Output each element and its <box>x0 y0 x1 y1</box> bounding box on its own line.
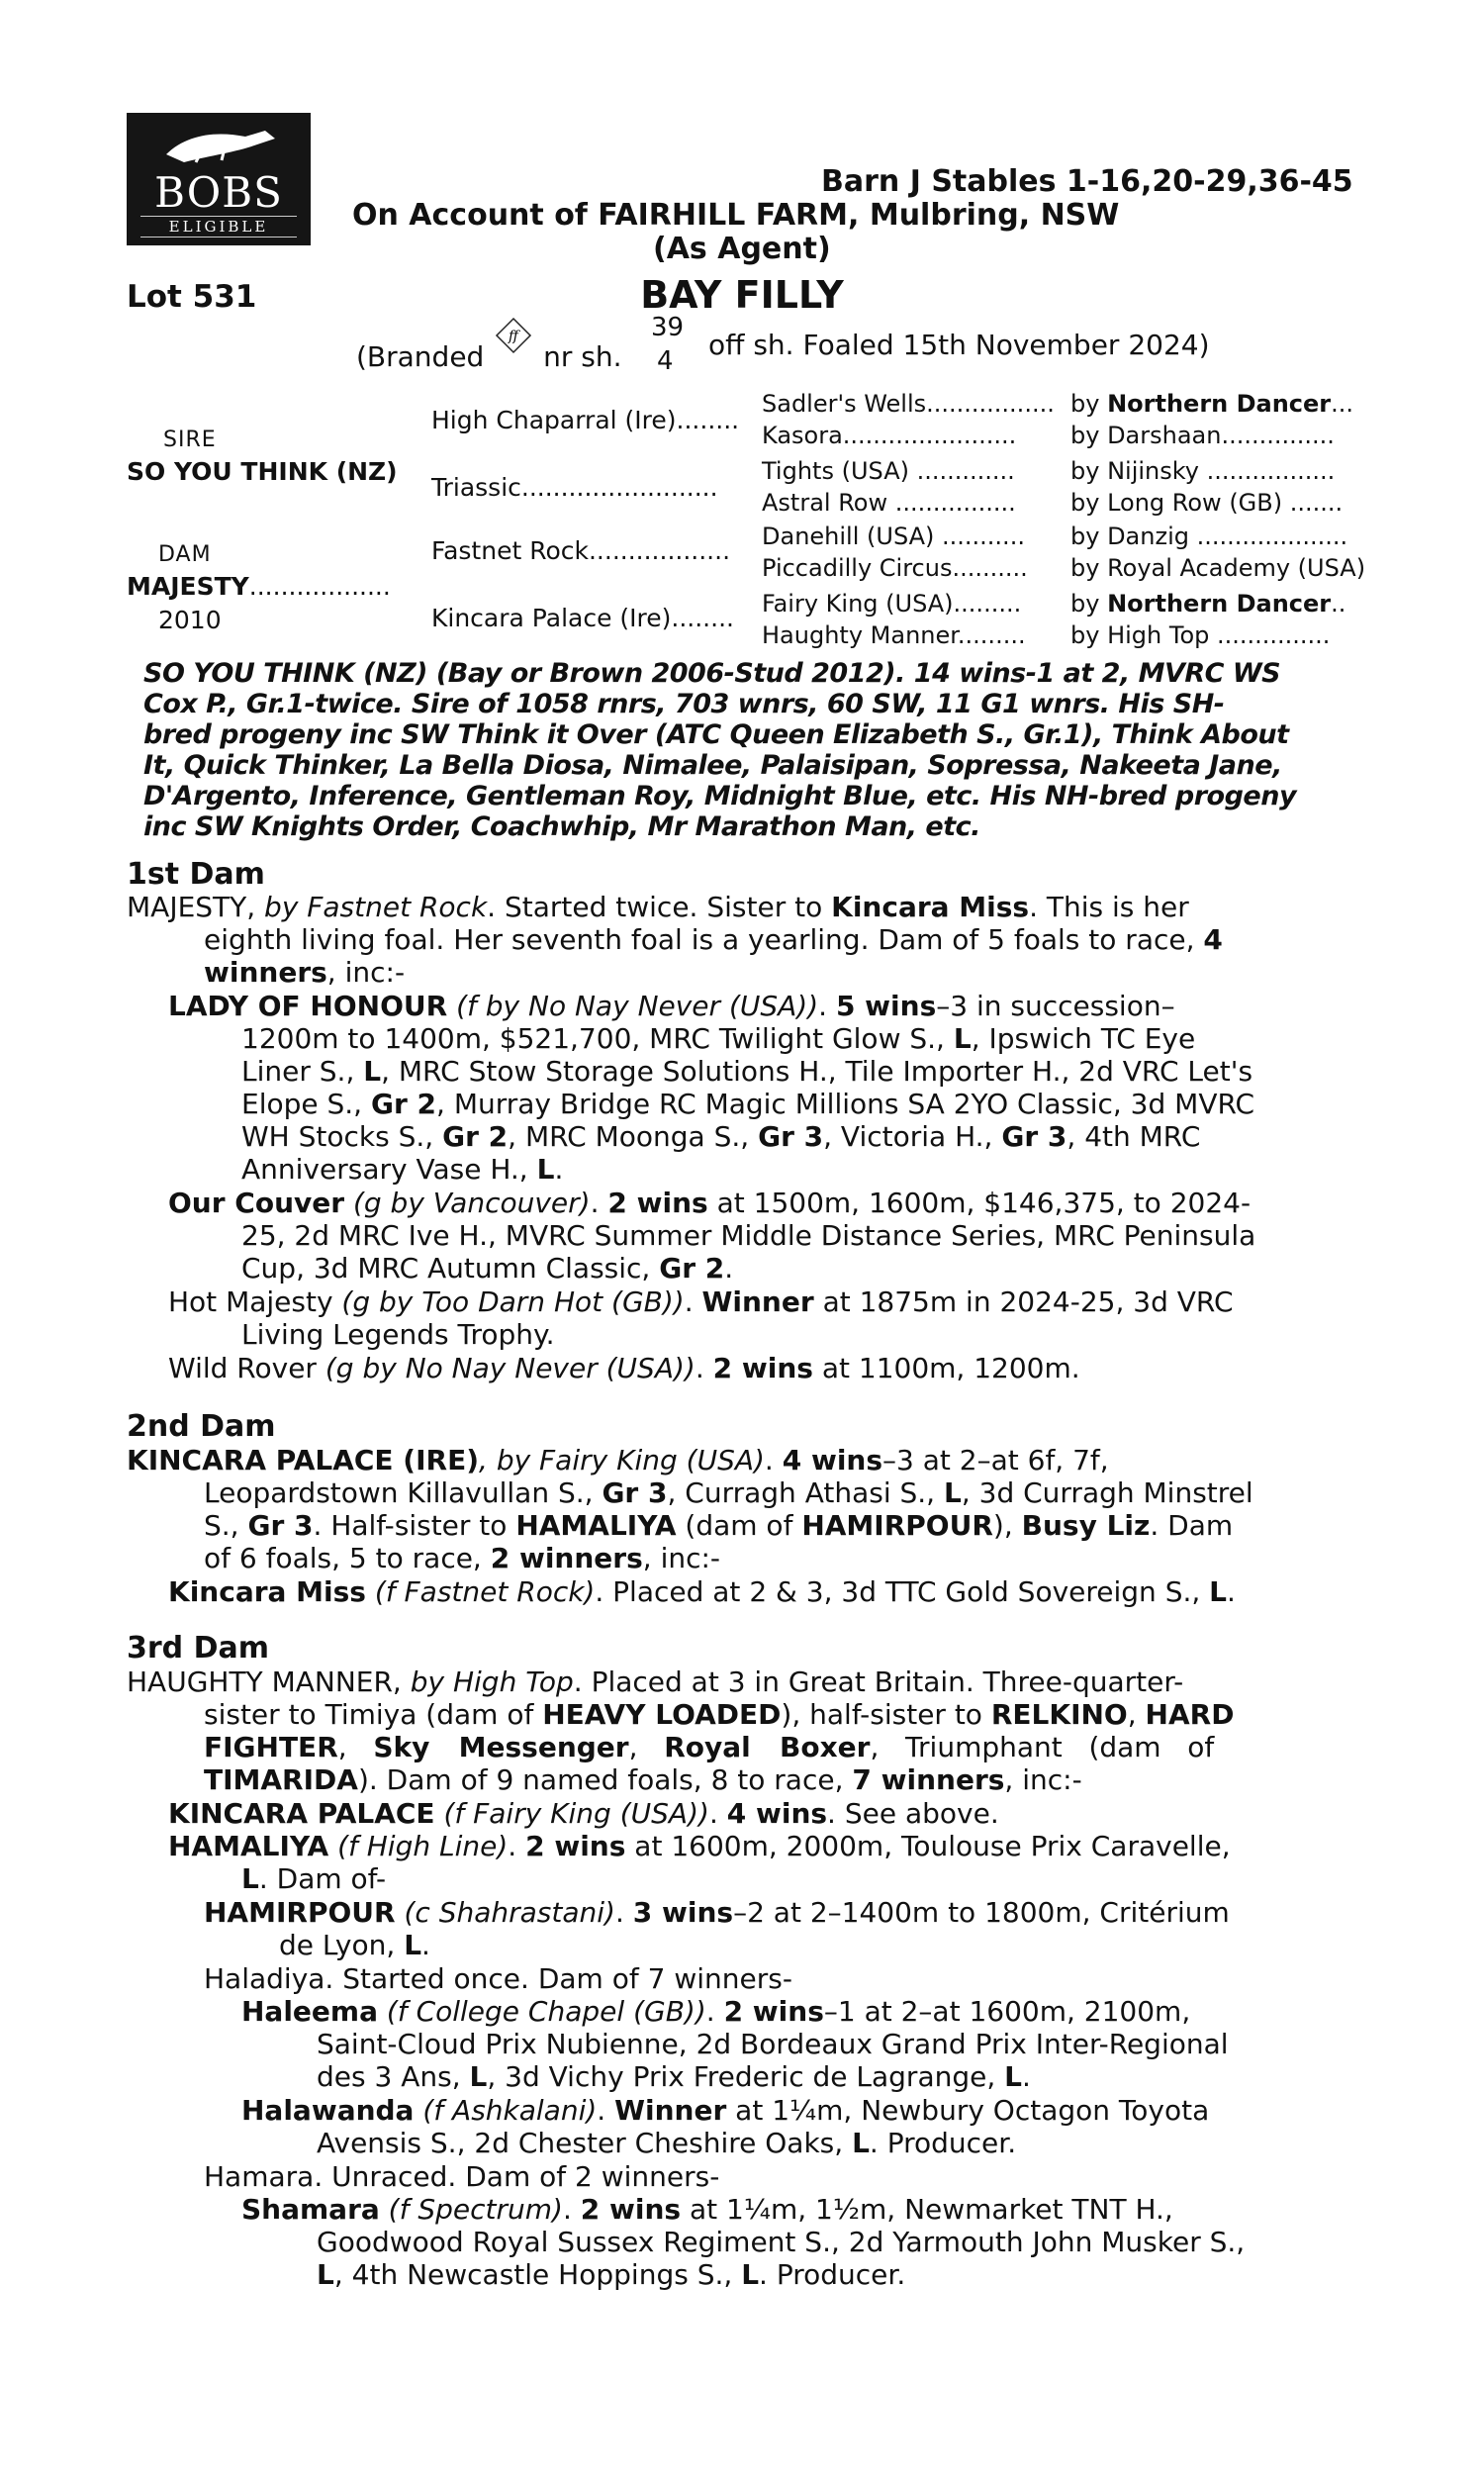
dam-dots: .................. <box>248 572 391 601</box>
foal-entry-line: 1200m to 1400m, $521,700, MRC Twilight Glow S., L, Ipswich TC Eye <box>241 1022 1196 1055</box>
granddam-1: Triassic......................... <box>431 473 718 502</box>
sire-summary-line: inc SW Knights Order, Coachwhip, Mr Marathon Man, etc. <box>143 811 980 842</box>
first-dam-line: MAJESTY, by Fastnet Rock. Started twice. Sister to Kincara Miss. This is her <box>127 891 1189 923</box>
dam-name: MAJESTY <box>127 572 249 601</box>
second-dam-line: S., Gr 3. Half-sister to HAMALIYA (dam of HAMIRPOUR), Busy Liz. Dam <box>204 1509 1234 1542</box>
sire-summary-line: bred progeny inc SW Think it Over (ATC Queen Elizabeth S., Gr.1), Think About <box>143 719 1289 750</box>
pedigree-ancestor: Kasora....................... <box>762 422 1017 449</box>
branded-pre: (Branded <box>356 340 485 373</box>
pedigree-sire-of-ancestor: by Long Row (GB) ....... <box>1070 489 1344 517</box>
third-dam-line: sister to Timiya (dam of HEAVY LOADED), half-sister to RELKINO, HARD <box>204 1698 1235 1731</box>
pedigree-ancestor: Tights (USA) ............. <box>762 457 1015 485</box>
second-dam-heading: 2nd Dam <box>127 1409 276 1444</box>
foal-entry: LADY OF HONOUR (f by No Nay Never (USA)). 5 wins–3 in succession– <box>168 990 1175 1022</box>
pedigree-ancestor: Fairy King (USA)......... <box>762 590 1022 618</box>
horse-icon <box>127 113 311 172</box>
dam-name-line <box>127 572 391 601</box>
pedigree-ancestor: Sadler's Wells................. <box>762 390 1055 418</box>
foal-entry-line: WH Stocks S., Gr 2, MRC Moonga S., Gr 3, Victoria H., Gr 3, 4th MRC <box>241 1120 1201 1153</box>
agent-line: (As Agent) <box>653 232 831 266</box>
foal-entry-line: Avensis S., 2d Chester Cheshire Oaks, L. Producer. <box>317 2127 1017 2159</box>
pedigree-sire-of-ancestor: by Northern Dancer... <box>1070 390 1354 418</box>
sire-label: SIRE <box>163 428 217 452</box>
second-dam-line: of 6 foals, 5 to race, 2 winners, inc:- <box>204 1542 721 1574</box>
sire-summary-line: Cox P., Gr.1-twice. Sire of 1058 rnrs, 703 wnrs, 60 SW, 11 G1 wnrs. His SH- <box>143 689 1225 719</box>
lot-number: Lot 531 <box>127 279 257 315</box>
foal-entry-line: Cup, 3d MRC Autumn Classic, Gr 2. <box>241 1252 734 1285</box>
foal-entry: Hamara. Unraced. Dam of 2 winners- <box>204 2160 720 2193</box>
foal-entry-line: Goodwood Royal Sussex Regiment S., 2d Yarmouth John Musker S., <box>317 2226 1246 2258</box>
foal-entry-line: Saint-Cloud Prix Nubienne, 2d Bordeaux Grand Prix Inter-Regional <box>317 2028 1229 2060</box>
sire-summary-line: D'Argento, Inference, Gentleman Roy, Midnight Blue, etc. His NH-bred progeny <box>143 781 1297 811</box>
foal-entry: Shamara (f Spectrum). 2 wins at 1¼m, 1½m, Newmarket TNT H., <box>241 2193 1173 2226</box>
third-dam-line: TIMARIDA). Dam of 9 named foals, 8 to race, 7 winners, inc:- <box>204 1763 1082 1796</box>
bobs-eligible-logo <box>127 113 311 245</box>
dam-year: 2010 <box>158 606 222 634</box>
grandsire-2: Fastnet Rock.................. <box>431 536 731 565</box>
first-dam-heading: 1st Dam <box>127 857 265 892</box>
foal-entry-line: Elope S., Gr 2, Murray Bridge RC Magic Millions SA 2YO Classic, 3d MVRC <box>241 1088 1255 1120</box>
pedigree-ancestor: Danehill (USA) ........... <box>762 523 1025 550</box>
foal-entry: Wild Rover (g by No Nay Never (USA)). 2 wins at 1100m, 1200m. <box>168 1352 1080 1384</box>
foal-entry: HAMALIYA (f High Line). 2 wins at 1600m, 2000m, Toulouse Prix Caravelle, <box>168 1830 1231 1862</box>
grandsire-1: High Chaparral (Ire)........ <box>431 406 740 434</box>
first-dam-line: winners, inc:- <box>204 956 406 989</box>
foal-entry: Our Couver (g by Vancouver). 2 wins at 1500m, 1600m, $146,375, to 2024- <box>168 1187 1252 1219</box>
sire-summary-line: SO YOU THINK (NZ) (Bay or Brown 2006-Stud 2012). 14 wins-1 at 2, MVRC WS <box>143 658 1281 689</box>
branded-line <box>356 329 622 373</box>
brand-number-bottom: 4 <box>657 346 674 376</box>
third-dam-line: FIGHTER, Sky Messenger, Royal Boxer, Triumphant (dam of <box>204 1731 1215 1763</box>
pedigree-ancestor: Astral Row ................ <box>762 489 1016 517</box>
logo-sub: ELIGIBLE <box>140 216 297 238</box>
foal-entry-line: 25, 2d MRC Ive H., MVRC Summer Middle Distance Series, MRC Peninsula <box>241 1219 1256 1252</box>
foal-entry: Haladiya. Started once. Dam of 7 winners- <box>204 1962 792 1995</box>
pedigree-sire-of-ancestor: by Darshaan............... <box>1070 422 1335 449</box>
foal-entry-line: de Lyon, L. <box>279 1929 430 1961</box>
first-dam-line: eighth living foal. Her seventh foal is a yearling. Dam of 5 foals to race, 4 <box>204 923 1223 956</box>
second-dam-line: Leopardstown Killavullan S., Gr 3, Curragh Athasi S., L, 3d Curragh Minstrel <box>204 1476 1253 1509</box>
pedigree-sire-of-ancestor: by High Top ............... <box>1070 621 1331 649</box>
foal-entry-line: Anniversary Vase H., L. <box>241 1153 564 1186</box>
dam-label: DAM <box>158 542 212 567</box>
third-dam-heading: 3rd Dam <box>127 1631 269 1665</box>
foal-entry: Kincara Miss (f Fastnet Rock). Placed at 2 & 3, 3d TTC Gold Sovereign S., L. <box>168 1575 1236 1608</box>
foal-entry: Halawanda (f Ashkalani). Winner at 1¼m, Newbury Octagon Toyota <box>241 2094 1210 2127</box>
foal-entry-line: Liner S., L, MRC Stow Storage Solutions H., Tile Importer H., 2d VRC Let's <box>241 1055 1253 1088</box>
branded-post: off sh. Foaled 15th November 2024) <box>708 329 1210 361</box>
second-dam-line: KINCARA PALACE (IRE), by Fairy King (USA). 4 wins–3 at 2–at 6f, 7f, <box>127 1444 1109 1476</box>
sire-name: SO YOU THINK (NZ) <box>127 457 398 486</box>
pedigree-ancestor: Piccadilly Circus.......... <box>762 554 1028 582</box>
foal-entry-line: L. Dam of- <box>241 1862 387 1895</box>
sire-summary <box>143 658 1380 842</box>
foal-entry-line: L, 4th Newcastle Hoppings S., L. Producer. <box>317 2258 906 2291</box>
foal-entry: HAMIRPOUR (c Shahrastani). 3 wins–2 at 2–1400m to 1800m, Critérium <box>204 1896 1230 1929</box>
account-line: On Account of FAIRHILL FARM, Mulbring, NSW <box>352 198 1120 233</box>
lot-title: BAY FILLY <box>640 273 844 317</box>
brand-number-top: 39 <box>651 313 685 342</box>
brand-mark-icon <box>495 317 532 354</box>
branded-nr: nr sh. <box>543 340 622 373</box>
logo-brand: BOBS <box>154 168 283 217</box>
pedigree-sire-of-ancestor: by Danzig .................... <box>1070 523 1348 550</box>
pedigree-sire-of-ancestor: by Northern Dancer.. <box>1070 590 1346 618</box>
third-dam-line: HAUGHTY MANNER, by High Top. Placed at 3 in Great Britain. Three-quarter- <box>127 1665 1184 1698</box>
pedigree-sire-of-ancestor: by Nijinsky ................. <box>1070 457 1336 485</box>
foal-entry-line: Living Legends Trophy. <box>241 1318 555 1351</box>
sire-summary-line: It, Quick Thinker, La Bella Diosa, Nimalee, Palaisipan, Sopressa, Nakeeta Jane, <box>143 750 1282 781</box>
svg-text:ff: ff <box>509 329 519 344</box>
foal-entry: KINCARA PALACE (f Fairy King (USA)). 4 wins. See above. <box>168 1797 999 1830</box>
foal-entry: Haleema (f College Chapel (GB)). 2 wins–1 at 2–at 1600m, 2100m, <box>241 1995 1191 2028</box>
pedigree-sire-of-ancestor: by Royal Academy (USA) <box>1070 554 1366 582</box>
foal-entry: Hot Majesty (g by Too Darn Hot (GB)). Winner at 1875m in 2024-25, 3d VRC <box>168 1285 1234 1318</box>
granddam-2: Kincara Palace (Ire)........ <box>431 604 734 632</box>
stables-line: Barn J Stables 1-16,20-29,36-45 <box>821 164 1353 199</box>
foal-entry-line: des 3 Ans, L, 3d Vichy Prix Frederic de Lagrange, L. <box>317 2060 1031 2093</box>
pedigree-ancestor: Haughty Manner......... <box>762 621 1026 649</box>
